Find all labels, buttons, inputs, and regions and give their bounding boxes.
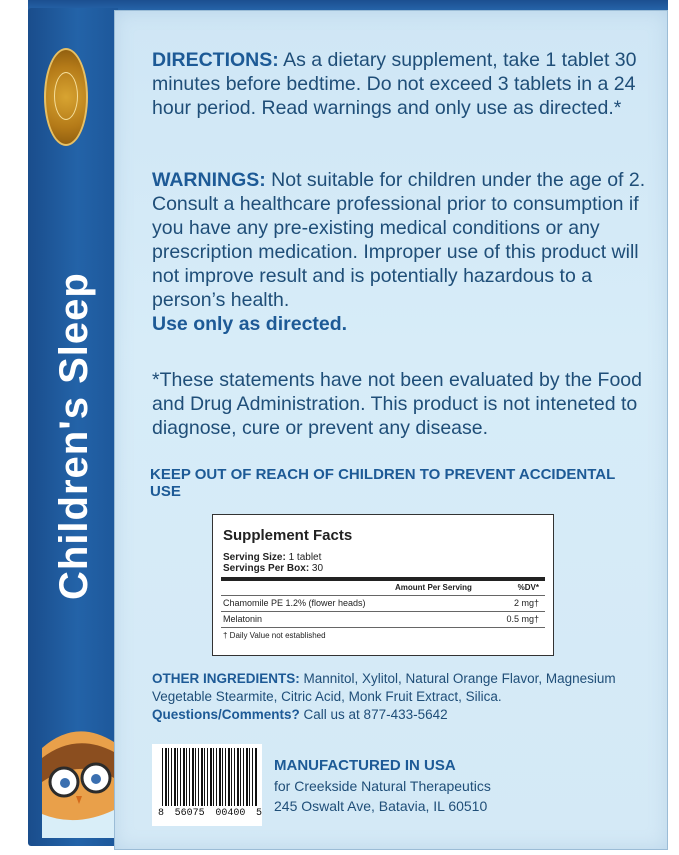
col-dv: %DV*	[517, 583, 539, 592]
servings-value: 30	[309, 563, 324, 574]
manufacturer-line2: 245 Oswalt Ave, Batavia, IL 60510	[274, 798, 488, 814]
gold-seal-icon	[44, 48, 88, 146]
warnings-text: Not suitable for children under the age of 2. Consult a healthcare professional prior to consumption if you have any pre-existing medical conditions or any prescription medication. Improper use of this product will not improve result and is potentially hazardous to a person’s health.	[152, 169, 646, 311]
questions-text: Call us at 877-433-5642	[299, 707, 448, 722]
servings-per-box	[213, 563, 553, 574]
ingredient-amount: 0.5 mg†	[506, 614, 539, 624]
other-ingredients-label: OTHER INGREDIENTS:	[152, 671, 300, 686]
directions-section	[152, 48, 652, 120]
ingredient-name: Melatonin	[223, 614, 263, 624]
facts-footnote: † Daily Value not established	[223, 631, 326, 640]
barcode	[152, 744, 262, 826]
barcode-digit: 8	[158, 808, 165, 819]
keep-out-warning: KEEP OUT OF REACH OF CHILDREN TO PREVENT ACCIDENTAL USE	[150, 466, 616, 500]
facts-row	[221, 612, 545, 628]
manufacturer-info	[274, 756, 491, 816]
serving-size-value: 1 tablet	[285, 552, 322, 563]
owl-mascot-icon	[38, 718, 114, 838]
serving-size-label: Serving Size:	[223, 552, 286, 563]
other-ingredients	[152, 670, 652, 724]
warnings-section	[152, 168, 652, 336]
warnings-label: WARNINGS:	[152, 169, 266, 191]
manufacturer-line1: for Creekside Natural Therapeutics	[274, 778, 491, 794]
spine-title: Children's Sleep	[52, 272, 96, 600]
warnings-emphasis: Use only as directed.	[152, 313, 348, 335]
barcode-digit: 00400	[215, 808, 246, 819]
barcode-digits	[158, 808, 262, 819]
other-ingredients-text: Mannitol, Xylitol, Natural Orange Flavor, Magnesium Vegetable Stearmite, Citric Acid, Monk Fruit Extract, Silica.	[152, 671, 616, 704]
ingredient-name: Chamomile PE 1.2% (flower heads)	[223, 598, 366, 608]
barcode-bars	[162, 748, 258, 806]
manufacturer-title: MANUFACTURED IN USA	[274, 757, 456, 774]
directions-text: As a dietary supplement, take 1 tablet 30 minutes before bedtime. Do not exceed 3 tablets in a 24 hour period. Read warnings and only use as directed.*	[152, 49, 637, 119]
facts-title: Supplement Facts	[223, 527, 353, 544]
barcode-digit: 5	[255, 808, 262, 819]
fda-disclaimer: *These statements have not been evaluated by the Food and Drug Administration. This product is not inteneted to diagnose, cure or prevent any disease.	[152, 369, 642, 439]
questions-label: Questions/Comments?	[152, 707, 300, 722]
facts-header-row	[221, 581, 545, 596]
col-amount: Amount Per Serving	[395, 583, 472, 592]
barcode-digit: 56075	[174, 808, 205, 819]
serving-size	[213, 552, 553, 563]
facts-row	[221, 596, 545, 612]
ingredient-amount: 2 mg†	[513, 598, 539, 608]
directions-label: DIRECTIONS:	[152, 49, 279, 71]
supplement-facts-panel	[212, 514, 554, 656]
servings-label: Servings Per Box:	[223, 563, 310, 574]
